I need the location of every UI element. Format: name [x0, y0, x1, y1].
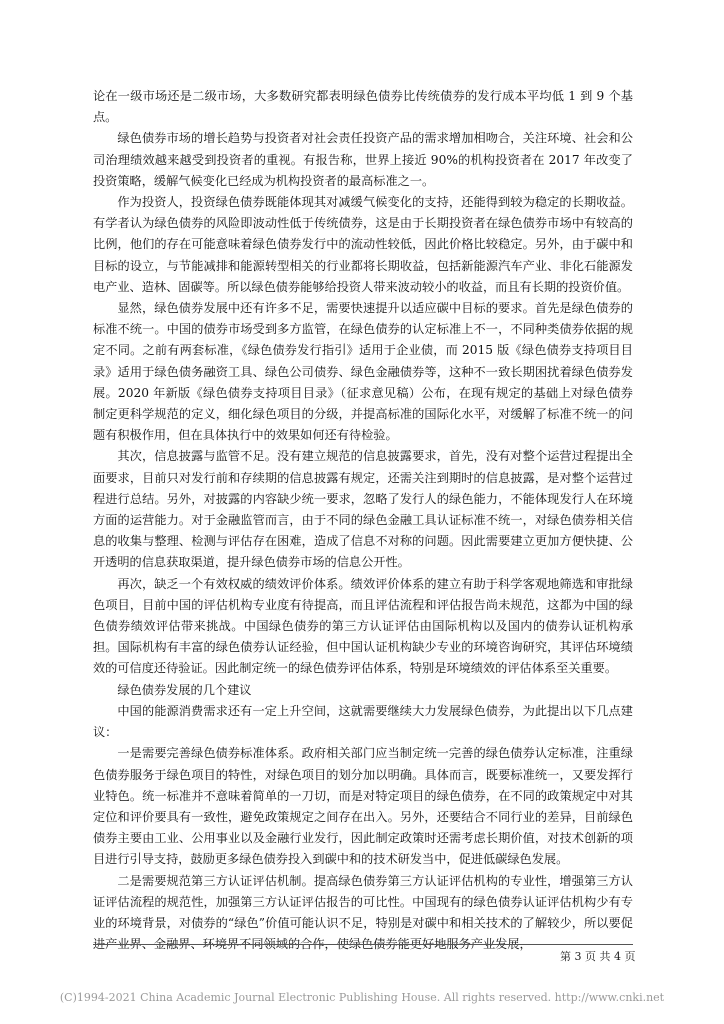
footer-divider — [93, 944, 633, 945]
paragraph-intro-suggestions: 中国的能源消费需求还有一定上升空间，这就需要继续大力发展绿色债券，为此提出以下几点建议： — [93, 703, 633, 740]
section-heading: 绿色债券发展的几个建议 — [117, 682, 252, 697]
article-body — [93, 86, 633, 955]
paragraph-continued: 论在一级市场还是二级市场，大多数研究都表明绿色债券比传统债券的发行成本平均低 1 到 9 个基点。 — [93, 89, 633, 125]
paragraph-disclosure: 其次，信息披露与监管不足。没有建立规范的信息披露要求，首先，没有对整个运营过程提出全面要求，目前只对发行前和存续期的信息披露有规定，还需关注到期时的信息披露，是对整个运营过程进行总结。另外，对披露的内容缺少统一要求，忽略了发行人的绿色能力，不能体现发行人在环境方面的运营能力。对于金融监管而言，由于不同的绿色金融工具认证标准不统一，对绿色债券相关信息的收集与整理、检测与评估存在困难，造成了信息不对称的问题。因此需要建立更加方便快捷、公开透明的信息获取渠道，提升绿色债券市场的信息公开性。 — [93, 449, 633, 570]
paragraph-standards: 显然，绿色债券发展中还有许多不足，需要快速提升以适应碳中目标的要求。首先是绿色债券的标准不统一。中国的债券市场受到多方监管，在绿色债券的认定标准上不一，不同种类债券依据的规定不同。之前有两套标准，《绿色债券发行指引》适用于企业债，而 2015 版《绿色债券支持项目目录》适用于绿色债务融资工具、绿色公司债券、绿色金融债券等，这种不一致长期困扰着绿色债券发展。2020 年新版《绿色债券支持项目目录》（征求意见稿）公布，在现有规定的基础上对绿色债券制定更科学规范的定义，细化绿色项目的分级，并提高标准的国际化水平，对缓解了标准不统一的问题有积极作用，但在具体执行中的效果如何还有待检验。 — [93, 301, 633, 443]
paragraph-market-trend: 绿色债券市场的增长趋势与投资者对社会责任投资产品的需求增加相吻合，关注环境、社会和公司治理绩效越来越受到投资者的重视。有报告称，世界上接近 90%的机构投资者在 2017 年改变了投资策略，缓解气候变化已经成为机构投资者的最高标准之一。 — [93, 131, 633, 188]
page-number: 第 3 页 共 4 页 — [560, 950, 636, 963]
paragraph-suggestion-2: 二是需要规范第三方认证评估机制。提高绿色债券第三方认证评估机构的专业性，增强第三方认证评估流程的规范性，加强第三方认证评估报告的可比性。中国现有的绿色债券认证评估机构少有专业的环境背景，对债券的“绿色”价值可能认识不足，特别是对碳中和相关技术的了解较少，所以要促进产业界、金融界、环境界不同领域的合作，使绿色债券能更好地服务产业发展， — [93, 873, 633, 952]
copyright-footer: (C)1994-2021 China Academic Journal Electronic Publishing House. All rights reserved. http://www.cnki.net — [59, 991, 665, 1004]
paragraph-suggestion-1: 一是需要完善绿色债券标准体系。政府相关部门应当制定统一完善的绿色债券认定标准，注重绿色债券服务于绿色项目的特性，对绿色项目的划分加以明确。具体而言，既要标准统一，又要发挥行业特色。统一标准并不意味着简单的一刀切，而是对特定项目的绿色债券，在不同的政策规定中对其定位和评价要具有一致性，避免政策规定之间存在出入。另外，还要结合不同行业的差异，目前绿色债券主要由工业、公用事业以及金融行业发行，因此制定政策时还需考虑长期价值，对技术创新的项目进行引导支持，鼓励更多绿色债券投入到碳中和的技术研发当中，促进低碳绿色发展。 — [93, 746, 633, 867]
paragraph-evaluation: 再次，缺乏一个有效权威的绩效评价体系。绩效评价体系的建立有助于科学客观地筛选和审批绿色项目，目前中国的评估机构专业度有待提高，而且评估流程和评估报告尚未规范，这都为中国的绿色债券绩效评估带来挑战。中国绿色债券的第三方认证评估由国际机构以及国内的债券认证机构承担。国际机构有丰富的绿色债券认证经验，但中国认证机构缺少专业的环境咨询研究，其评估环境绩效的可信度还待验证。因此制定统一的绿色债券评估体系，特别是环境绩效的评估体系至关重要。 — [93, 576, 633, 676]
paragraph-investor-view: 作为投资人，投资绿色债券既能体现其对减缓气候变化的支持，还能得到较为稳定的长期收益。有学者认为绿色债券的风险即波动性低于传统债券，这是由于长期投资者在绿色债券市场中有较高的比例，他们的存在可能意味着绿色债券发行中的流动性较低，因此价格比较稳定。另外，由于碳中和目标的设立，与节能减排和能源转型相关的行业都将长期收益，包括新能源汽车产业、非化石能源发电产业、造林、固碳等。所以绿色债券能够给投资人带来波动较小的收益，而且有长期的投资价值。 — [93, 195, 633, 294]
